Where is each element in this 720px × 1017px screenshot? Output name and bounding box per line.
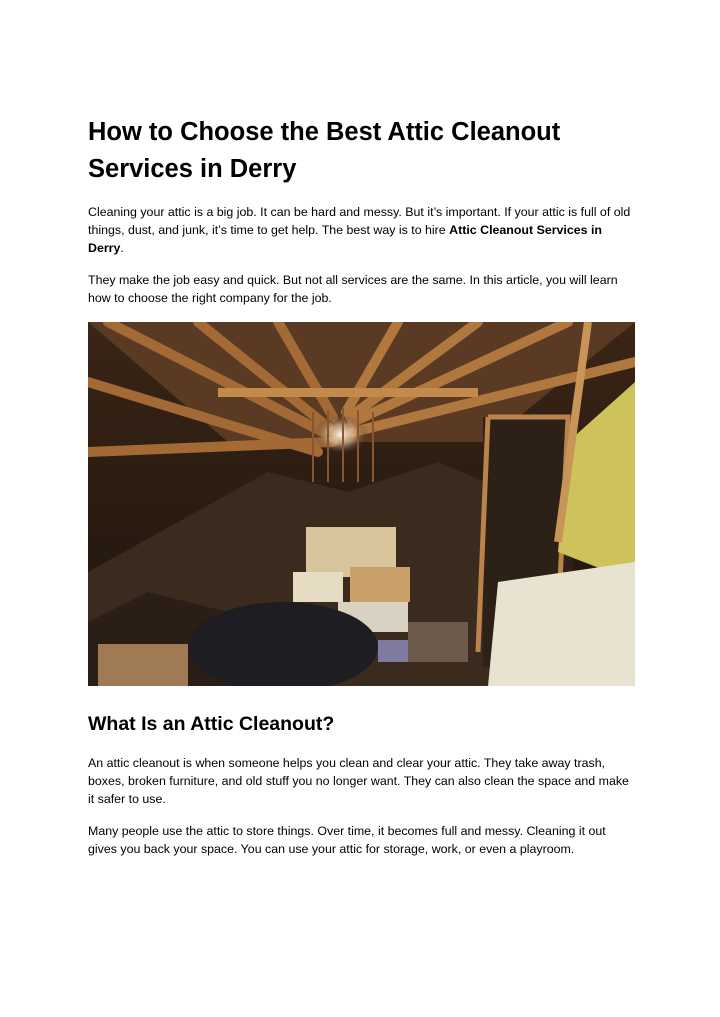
section-paragraph-2: Many people use the attic to store things. Over time, it becomes full and messy. Cleaning it out gives you back your space. You can use your attic for storage, work, or even a playroom.	[88, 824, 606, 856]
section-paragraph-1: An attic cleanout is when someone helps you clean and clear your attic. They take away trash, boxes, broken furniture, and old stuff you no longer want. They can also clean the space and make it safer to use.	[88, 756, 629, 806]
intro-text-end: .	[120, 241, 124, 255]
intro-text: Cleaning your attic is a big job. It can be hard and messy. But it’s important. If your attic is full of old things, dust, and junk, it’s time to get help. The best way is to hire	[88, 205, 631, 237]
intro-bold-keyword: Attic Cleanout Services in Derry	[88, 223, 603, 255]
paragraph-2: They make the job easy and quick. But not all services are the same. In this article, you will learn how to choose the right company for the job.	[88, 273, 618, 305]
intro-paragraph	[88, 203, 636, 257]
attic-photo	[88, 322, 635, 686]
article-title: How to Choose the Best Attic Cleanout Services in Derry	[88, 118, 561, 183]
section-heading: What Is an Attic Cleanout?	[88, 713, 335, 735]
